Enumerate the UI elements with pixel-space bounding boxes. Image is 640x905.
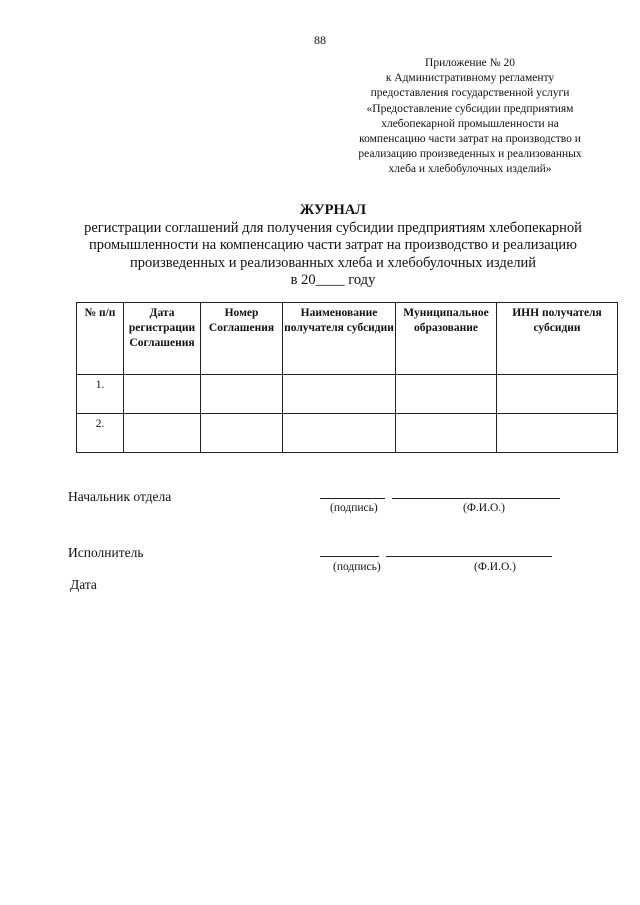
title-heading: ЖУРНАЛ — [299, 202, 367, 218]
registration-table — [76, 302, 618, 453]
table-cell — [497, 375, 618, 414]
title-line: промышленности на компенсацию части затрат на производство и реализацию — [89, 237, 577, 253]
table-cell: 1. — [77, 375, 124, 414]
appendix-line: к Административному регламенту — [385, 72, 555, 85]
header-cell-municipality: Муниципальное образование — [396, 303, 497, 375]
appendix-line: компенсацию части затрат на производство и — [359, 133, 581, 146]
table-cell — [201, 414, 283, 453]
executor-name-caption: (Ф.И.О.) — [474, 561, 516, 573]
table-cell — [396, 414, 497, 453]
head-of-department-label: Начальник отдела — [68, 489, 172, 504]
header-cell-agreement-number: Номер Соглашения — [201, 303, 283, 375]
document-title — [40, 202, 626, 290]
executor-label: Исполнитель — [68, 545, 144, 560]
title-line: регистрации соглашений для получения субсидии предприятиям хлебопекарной — [84, 219, 582, 236]
header-cell-recipient-name: Наименование получателя субсидии — [283, 303, 396, 375]
appendix-line: Приложение № 20 — [425, 57, 515, 69]
table-row — [77, 375, 618, 414]
table-cell — [497, 414, 618, 453]
executor-name-line — [386, 556, 552, 557]
head-signature-line — [320, 498, 385, 499]
header-cell-date: Дата регистрации Соглашения — [124, 303, 201, 375]
appendix-line: хлеба и хлебобулочных изделий» — [388, 163, 552, 176]
appendix-line: реализацию произведенных и реализованных — [358, 148, 582, 161]
appendix-line: «Предоставление субсидии предприятиям — [366, 102, 574, 115]
appendix-line: хлебопекарной промышленности на — [381, 117, 559, 130]
head-signature-caption: (подпись) — [330, 502, 378, 514]
date-label: Дата — [70, 577, 97, 592]
table-cell — [283, 375, 396, 414]
table-cell — [396, 375, 497, 414]
header-cell-inn: ИНН получателя субсидии — [497, 303, 618, 375]
head-name-line — [392, 498, 560, 499]
head-name-caption: (Ф.И.О.) — [463, 502, 505, 514]
table-cell: 2. — [77, 414, 124, 453]
title-line: произведенных и реализованных хлеба и хлебобулочных изделий — [130, 254, 536, 271]
page-number: 88 — [314, 33, 326, 47]
table-cell — [283, 414, 396, 453]
table-cell — [124, 414, 201, 453]
table-cell — [124, 375, 201, 414]
executor-signature-caption: (подпись) — [333, 561, 381, 573]
executor-signature-line — [320, 556, 379, 557]
header-cell-number: № п/п — [77, 303, 124, 375]
table-cell — [201, 375, 283, 414]
appendix-line: предоставления государственной услуги — [370, 87, 570, 100]
title-year-line: в 20____ году — [290, 272, 376, 288]
table-header-row — [77, 303, 618, 375]
appendix-note — [336, 56, 604, 178]
table-row — [77, 414, 618, 453]
